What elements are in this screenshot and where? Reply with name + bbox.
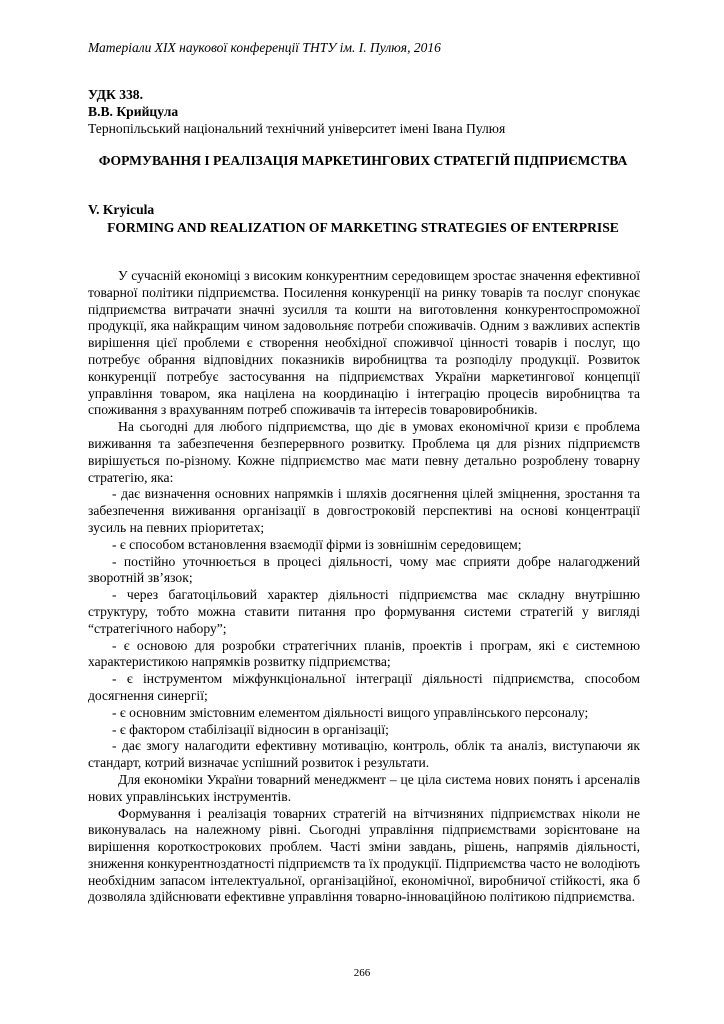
running-header: Матеріали XIX наукової конференції ТНТУ ім. І. Пулюя, 2016 — [88, 40, 441, 55]
page-number: 266 — [353, 967, 371, 979]
list-item: - є способом встановлення взаємодії фірми із зовнішнім середовищем; — [112, 536, 522, 552]
title-ukrainian: ФОРМУВАННЯ І РЕАЛІЗАЦІЯ МАРКЕТИНГОВИХ СТРАТЕГІЙ ПІДПРИЄМСТВА — [98, 153, 628, 168]
list-item: - дає змогу налагодити ефективну мотивацію, контроль, облік та аналіз, виступаючи як стандарт, котрий визначає успішний розвиток і результати. — [88, 738, 640, 771]
list-item: - є фактором стабілізації відносин в організації; — [112, 721, 389, 737]
list-item: - є основою для розробки стратегічних планів, проектів і програм, які є системною характеристикою напрямків розвитку підприємства; — [88, 637, 640, 670]
author-name-ua: В.В. Крийцула — [88, 104, 179, 119]
title-english: FORMING AND REALIZATION OF MARKETING STRATEGIES OF ENTERPRISE — [107, 220, 619, 235]
paragraph: Для економіки України товарний менеджмент – це ціла система нових понять і арсеналів нових управлінських інструментів. — [88, 771, 640, 804]
list-item: - дає визначення основних напрямків і шляхів досягнення цілей зміцнення, зростання та забезпечення виживання організації в довгостроковій перспективі на основі концентрації зусиль на певних пріоритетах; — [88, 486, 640, 535]
list-item: - є інструментом міжфункціональної інтеграції діяльності підприємства, способом досягнення синергії; — [88, 671, 640, 703]
udk-code: УДК 338. — [88, 87, 143, 102]
list-item: - через багатоцільовий характер діяльності підприємства має складну внутрішню структуру, тобто можна ставити питання про формування системи стратегій у вигляді “стратегічного набору”; — [88, 587, 640, 636]
paragraph: На сьогодні для любого підприємства, що діє в умовах економічної кризи є проблема виживання та забезпечення безперервного розвитку. Проблема ця для різних підприємств вирішується по-різному. Кожне підприємство має мати певну детально розроблену товарну стратегію, яка: — [88, 419, 640, 485]
list-item: - постійно уточнюється в процесі діяльності, чому має сприяти добре налагоджений зворотній зв’язок; — [88, 553, 640, 586]
article-meta — [88, 86, 648, 137]
author-name-en: V. Kryicula — [88, 202, 155, 217]
paragraph: Формування і реалізація товарних стратегій на вітчизняних підприємствах ніколи не виконувалась на належному рівні. Сьогодні управління підприємствами зорієнтоване на вирішення короткострокових проблем. Часті зміни завдань, рішень, напрямів діяльності, зниження конкурентноздатності підприємств та їх продукції. Підприємства часто не володіють необхідним запасом інтелектуальної, організаційної, економічної, виробничої стійкості, яка б дозволяла здійснювати ефективне управління товарно-інноваційною політикою підприємства. — [88, 805, 640, 905]
article-body — [88, 268, 640, 906]
list-item: - є основним змістовним елементом діяльності вищого управлінського персоналу; — [112, 704, 589, 720]
paragraph: У сучасній економіці з високим конкурентним середовищем зростає значення ефективної товарної політики підприємства. Посилення конкуренції на ринку товарів та послуг спонукає підприємства витрачати значні зусилля та кошти на виготовлення конкурентоспроможної продукції, яка найкращим чином задовольняє потреби споживачів. Одним з важливих аспектів вирішення цієї проблеми є створення необхідної споживчої цінності товарів і послуг, що потребує обрання відповідних показників виробництва та розподілу продукції. Розвиток конкуренції потребує застосування на підприємствах України маркетингової концепції управління товаром, яка націлена на координацію і інтеграцію процесів виробництва та споживання з врахуванням потреб споживачів та інтересів товаровиробників. — [88, 268, 640, 418]
affiliation: Тернопільський національний технічний університет імені Івана Пулюя — [88, 121, 506, 136]
